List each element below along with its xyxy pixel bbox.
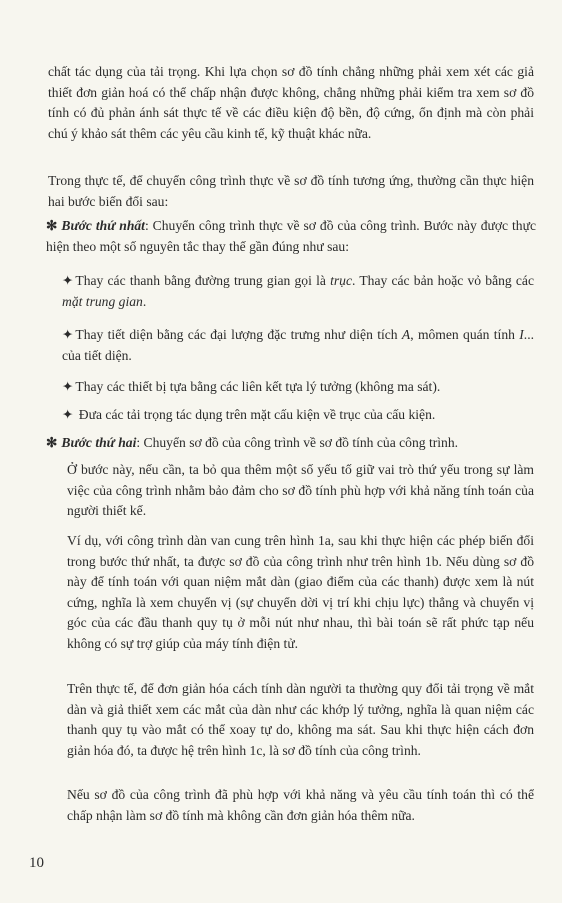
item-text: . Thay các bản hoặc vỏ bằng các (352, 273, 534, 288)
item-term: trục (330, 273, 352, 288)
step-one-heading (46, 216, 536, 257)
item-text: Đưa các tải trọng tác dụng trên mặt cấu kiện về trục của cấu kiện. (75, 407, 436, 422)
item-text: Thay các thiết bị tựa bằng các liên kết tựa lý tưởng (không ma sát). (75, 379, 441, 394)
item-text: Thay các thanh bằng đường trung gian gọi là (75, 273, 331, 288)
step-two-paragraph-4: Nếu sơ đồ của công trình đã phù hợp với khả năng và yêu cầu tính toán thì có thể chấp nhận làm sơ đồ tính mà không cần đơn giản hóa thêm nữa. (67, 787, 534, 823)
item-term: I (519, 327, 524, 342)
paragraph-intro-2: Trong thực tế, để chuyển công trình thực về sơ đồ tính tương ứng, thường cần thực hiện hai bước biến đổi sau: (48, 173, 534, 209)
asterisk-bullet-icon: ✻ (46, 218, 58, 233)
step-one-text: : Chuyển công trình thực về sơ đồ của công trình. Bước này được thực hiện theo một số nguyên tắc thay thế gần đúng như sau: (46, 218, 536, 254)
paragraph-intro-1: chất tác dụng của tải trọng. Khi lựa chọn sơ đồ tính chẳng những phải xem xét các giả thiết đơn giản hoá có thể chấp nhận được không, chẳng những phải kiểm tra xem sơ đồ tính có đủ phản ánh sát thực tế về các điều kiện độ bền, độ cứng, ổn định mà còn phải chú ý khảo sát thêm các yêu cầu kinh tế, kỹ thuật khác nữa. (48, 64, 534, 141)
item-text: , mômen quán tính (410, 327, 520, 342)
step-one-item-3 (62, 377, 534, 398)
step-one-label: Bước thứ nhất (61, 218, 145, 233)
step-two-paragraph-3: Trên thực tế, để đơn giản hóa cách tính dàn người ta thường quy đổi tải trọng về mắt dàn và giả thiết xem các mắt của dàn như các khớp lý tưởng, nghĩa là quan niệm các thanh quy tụ vào mắt có thể xoay tự do, không ma sát. Sau khi thực hiện cách đơn giản hóa đó, ta được hệ trên hình 1c, là sơ đồ tính của công trình. (67, 681, 534, 758)
step-two-paragraph-1: Ở bước này, nếu cần, ta bỏ qua thêm một số yếu tố giữ vai trò thứ yếu trong sự làm việc của công trình nhằm bảo đảm cho sơ đồ tính phù hợp với khả năng tính toán của người thiết kế. (67, 462, 534, 518)
step-two-paragraph-2: Ví dụ, với công trình dàn van cung trên hình 1a, sau khi thực hiện các phép biến đổi trong bước thứ nhất, ta được sơ đồ của công trình như trên hình 1b. Nếu dùng sơ đồ này để tính toán với quan niệm mắt dàn (giao điểm của các thanh) được xem là nút cứng, nghĩa là xem chuyển vị (sự chuyển dời vị trí khi chịu lực) thẳng và chuyển vị góc của các đầu thanh quy tụ ở mỗi nút như nhau, thì bài toán sẽ rất phức tạp nếu không có sự trợ giúp của máy tính điện tử. (67, 533, 534, 651)
step-two-label: Bước thứ hai (61, 435, 137, 450)
item-text: . (142, 293, 147, 309)
diamond-bullet-icon: ✦ (62, 407, 74, 422)
diamond-bullet-icon: ✦ (62, 327, 74, 342)
item-term: mặt trung gian (62, 293, 143, 309)
diamond-bullet-icon: ✦ (62, 273, 74, 288)
page-number: 10 (29, 855, 44, 871)
item-text: Thay tiết diện bằng các đại lượng đặc trưng như diện tích (75, 327, 402, 342)
step-two-heading (46, 433, 536, 454)
step-one-item-1 (62, 271, 534, 312)
step-two-text: : Chuyển sơ đồ của công trình về sơ đồ tính của công trình. (136, 435, 459, 450)
asterisk-bullet-icon: ✻ (46, 435, 58, 450)
item-term: A (401, 327, 411, 342)
step-one-item-4 (62, 405, 534, 426)
step-one-item-2 (62, 325, 534, 366)
item-text: ... của tiết diện. (62, 327, 534, 363)
diamond-bullet-icon: ✦ (62, 379, 74, 394)
